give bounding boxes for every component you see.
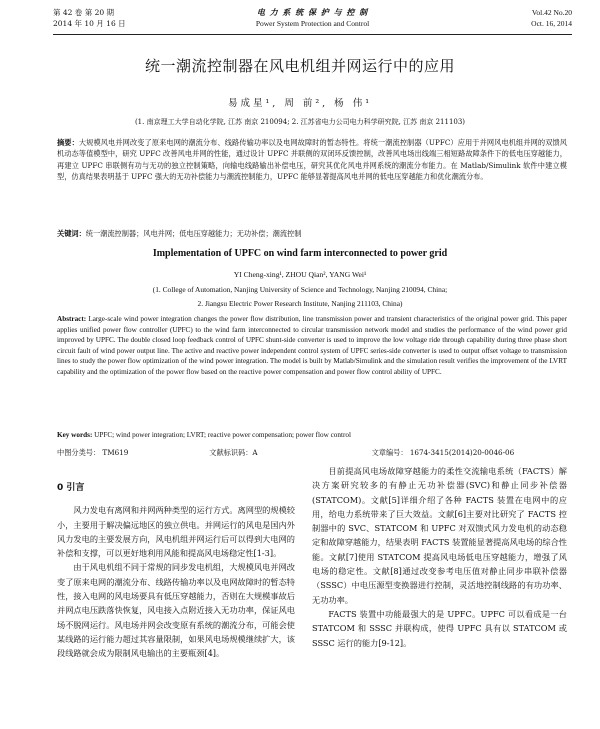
abstract-cn-label: 摘要： <box>57 138 79 147</box>
body-column-left <box>57 481 295 661</box>
keywords-cn-text: 统一潮流控制器；风电并网；低电压穿越能力；无功补偿；潮流控制 <box>85 229 302 238</box>
abstract-cn <box>57 137 567 183</box>
volume-issue: 第 42 卷 第 20 期 <box>53 8 115 17</box>
header-center <box>53 7 572 29</box>
abstract-cn-text: 大规模风电并网改变了原来电网的潮流分布、线路传输功率以及电网故障时的暂态特性。将统一潮流控制器（UPFC）应用于并网风电机组并网的双馈风机动态等值模型中，研究 UPFC 改善风电并网的性能，通过设计 UPFC 并联侧的双闭环反馈控制，改善风电场出线端三相短路故障条件下的低电压穿越能力，再建立 UPFC 串联侧有功与无功的独立控制策略，向输电线路输出补偿电压，研究其优化风电并网系统的潮流分布能力。在 Matlab/Simulink 软件中建立模型，仿真结果表明基于 UPFC 强大的无功补偿能力与潮流控制能力，UPFC 能够显著提高风电并网的低电压穿越能力和优化潮流分布。 <box>57 138 567 182</box>
keywords-cn-label: 关键词： <box>57 229 86 238</box>
affiliations-cn: (1. 南京理工大学自动化学院, 江苏 南京 210094; 2. 江苏省电力公司电力科学研究院, 江苏 南京 211103) <box>134 118 466 126</box>
abstract-en-label: Abstract: <box>57 315 87 323</box>
paper-title-cn: 统一潮流控制器在风电机组并网运行中的应用 <box>144 57 455 75</box>
body-column-right <box>312 464 567 650</box>
issue-date: 2014 年 10 月 16 日 <box>53 19 126 28</box>
body-paragraph: FACTS 装置中功能最强大的是 UPFC。UPFC 可以看成是一台 STATCOM 和 SSSC 并联构成，使得 UPFC 具有以 STATCOM 或 SSSC 运行的能力[9-12]。 <box>312 608 567 648</box>
body-paragraph: 由于风电机组不同于常规的同步发电机组，大规模风电并网改变了原来电网的潮流分布、线路传输功率以及电网故障时的暂态特性，接入电网的风电场要具有低压穿越能力，否则在大规模事故后并网点电压跌落快恢复，风电接入点附近接入无功功率，保证风电场不脱网运行。风电场并网会改变原有系统的潮流分布，可能会使某线路的运行能力超过其容量限制，如果风电场规模继续扩大，该段线路就会成为限制风电输出的主要瓶颈[4]。 <box>57 562 295 659</box>
keywords-en-text: UPFC; wind power integration; LVRT; reactive power compensation; power flow control <box>94 431 351 439</box>
paper-title-en: Implementation of UPFC on wind farm interconnected to power grid <box>152 248 448 259</box>
authors-cn: 易成星¹, 周 前², 杨 伟¹ <box>227 98 373 109</box>
abstract-en <box>57 314 567 378</box>
keywords-cn <box>57 228 567 239</box>
journal-name-en: Power System Protection and Control <box>255 19 370 28</box>
keywords-en <box>57 430 567 441</box>
issue-date-en: Oct. 16, 2014 <box>531 19 572 28</box>
body-paragraph: 目前提高风电场故障穿越能力的柔性交流输电系统（FACTS）解决方案研究较多的有静止无功补偿器(SVC)和静止同步补偿器(STATCOM)。文献[5]详细介绍了各种 FACTS 装置在电网中的应用，给电力系统带来了巨大效益。文献[6]主要对比研究了 FACTS 控制器中的 SVC、STATCOM 和 UPFC 对双馈式风力发电机的动态稳定和故障穿越能力，结果表明 FACTS 装置能显著提高风电场的综合性能。文献[7]使用 STATCOM 提高风电场低电压穿越能力，增强了风电场的稳定性。文献[8]通过改变参考电压值对静止同步串联补偿器（SSSC）中电压源型变换器进行控制，灵活地控制线路的有功功率、无功功率。 <box>312 466 567 605</box>
authors-en: YI Cheng-xing¹, ZHOU Qian², YANG Wei¹ <box>233 270 367 279</box>
volume-issue-en: Vol.42 No.20 <box>531 8 572 17</box>
body-paragraph: 风力发电有离网和并网两种类型的运行方式。离网型的规模较小，主要用于解决偏远地区的独立供电。并网运行的风电是国内外风力发电的主要发展方向，风电机组并网运行后可以得到大电网的补偿和支撑，可以更好地利用风能和提高风电场稳定性[1-3]。 <box>57 505 295 559</box>
abstract-en-text: Large-scale wind power integration changes the power flow distribution, line transmission power and transient characteristics of the original power grid. This paper applies unified power flow controller (UPFC) to the wind farm interconnected to circular transmission network model and studies the performance of the wind power grid improved by UPFC. The double closed loop feedback control of UPFC shunt-side converter is used to improve the low voltage ride through capability during three phase short circuit fault of wind power output line. The active and reactive power independent control system of UPFC series-side converter is used to output offset voltage to transmission lines to study the power flow optimization of the wind power integration. The model is built by Matlab/Simulink and the simulation result verifies the improvement of the LVRT capability and the optimization of the power flow based on the reactive power compensation and power flow control ability of UPFC. <box>57 315 568 376</box>
affiliations-en <box>0 283 600 310</box>
classification-line <box>57 448 567 458</box>
clc-number: 中图分类号： TM619 <box>57 448 129 457</box>
header-right <box>531 7 572 29</box>
article-number: 文章编号： 1674-3415(2014)20-0046-06 <box>371 448 515 457</box>
document-code: 文献标识码：A <box>209 448 258 457</box>
affiliation-en-2: 2. Jiangsu Electric Power Research Institute, Nanjing 211103, China) <box>197 298 403 308</box>
page-header <box>53 6 572 35</box>
section-heading-introduction: 0 引言 <box>57 483 85 493</box>
affiliation-en-1: (1. College of Automation, Nanjing University of Science and Technology, Nanjing 210094, China; <box>152 285 448 294</box>
keywords-en-label: Key words: <box>57 431 93 439</box>
journal-name-cn: 电 力 系 统 保 护 与 控 制 <box>256 7 369 17</box>
